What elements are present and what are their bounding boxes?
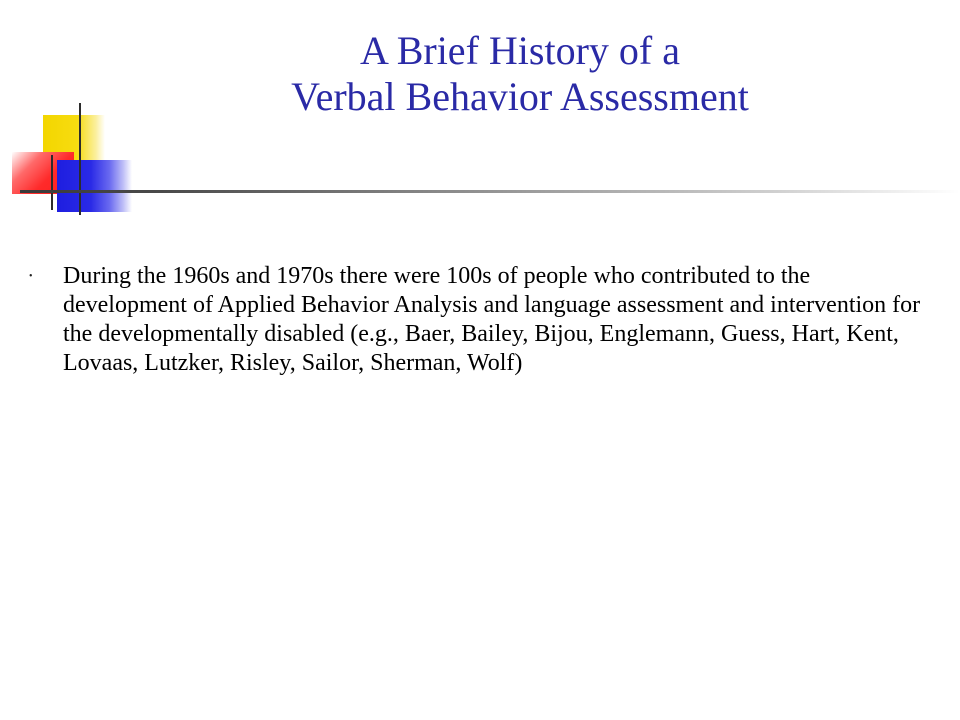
bullet-item [28, 262, 933, 378]
title-underline-rule [20, 190, 960, 193]
slide-body [28, 262, 933, 378]
decorative-vertical-line [79, 103, 81, 215]
bullet-marker: • [29, 271, 33, 282]
slide-title-line-2: Verbal Behavior Assessment [291, 74, 749, 119]
slide-title-line-1: A Brief History of a [360, 28, 680, 73]
decorative-vertical-line [51, 155, 53, 210]
bullet-text: During the 1960s and 1970s there were 100s of people who contributed to the development of Applied Behavior Analysis and language assessment and intervention for the developmentally disabled (e.g., Baer, Bailey, Bijou, Englemann, Guess, Hart, Kent, Lovaas, Lutzker, Risley, Sailor, Sherman, Wolf) [63, 263, 921, 376]
slide-title [120, 28, 920, 120]
decorative-blue-square [57, 160, 132, 212]
